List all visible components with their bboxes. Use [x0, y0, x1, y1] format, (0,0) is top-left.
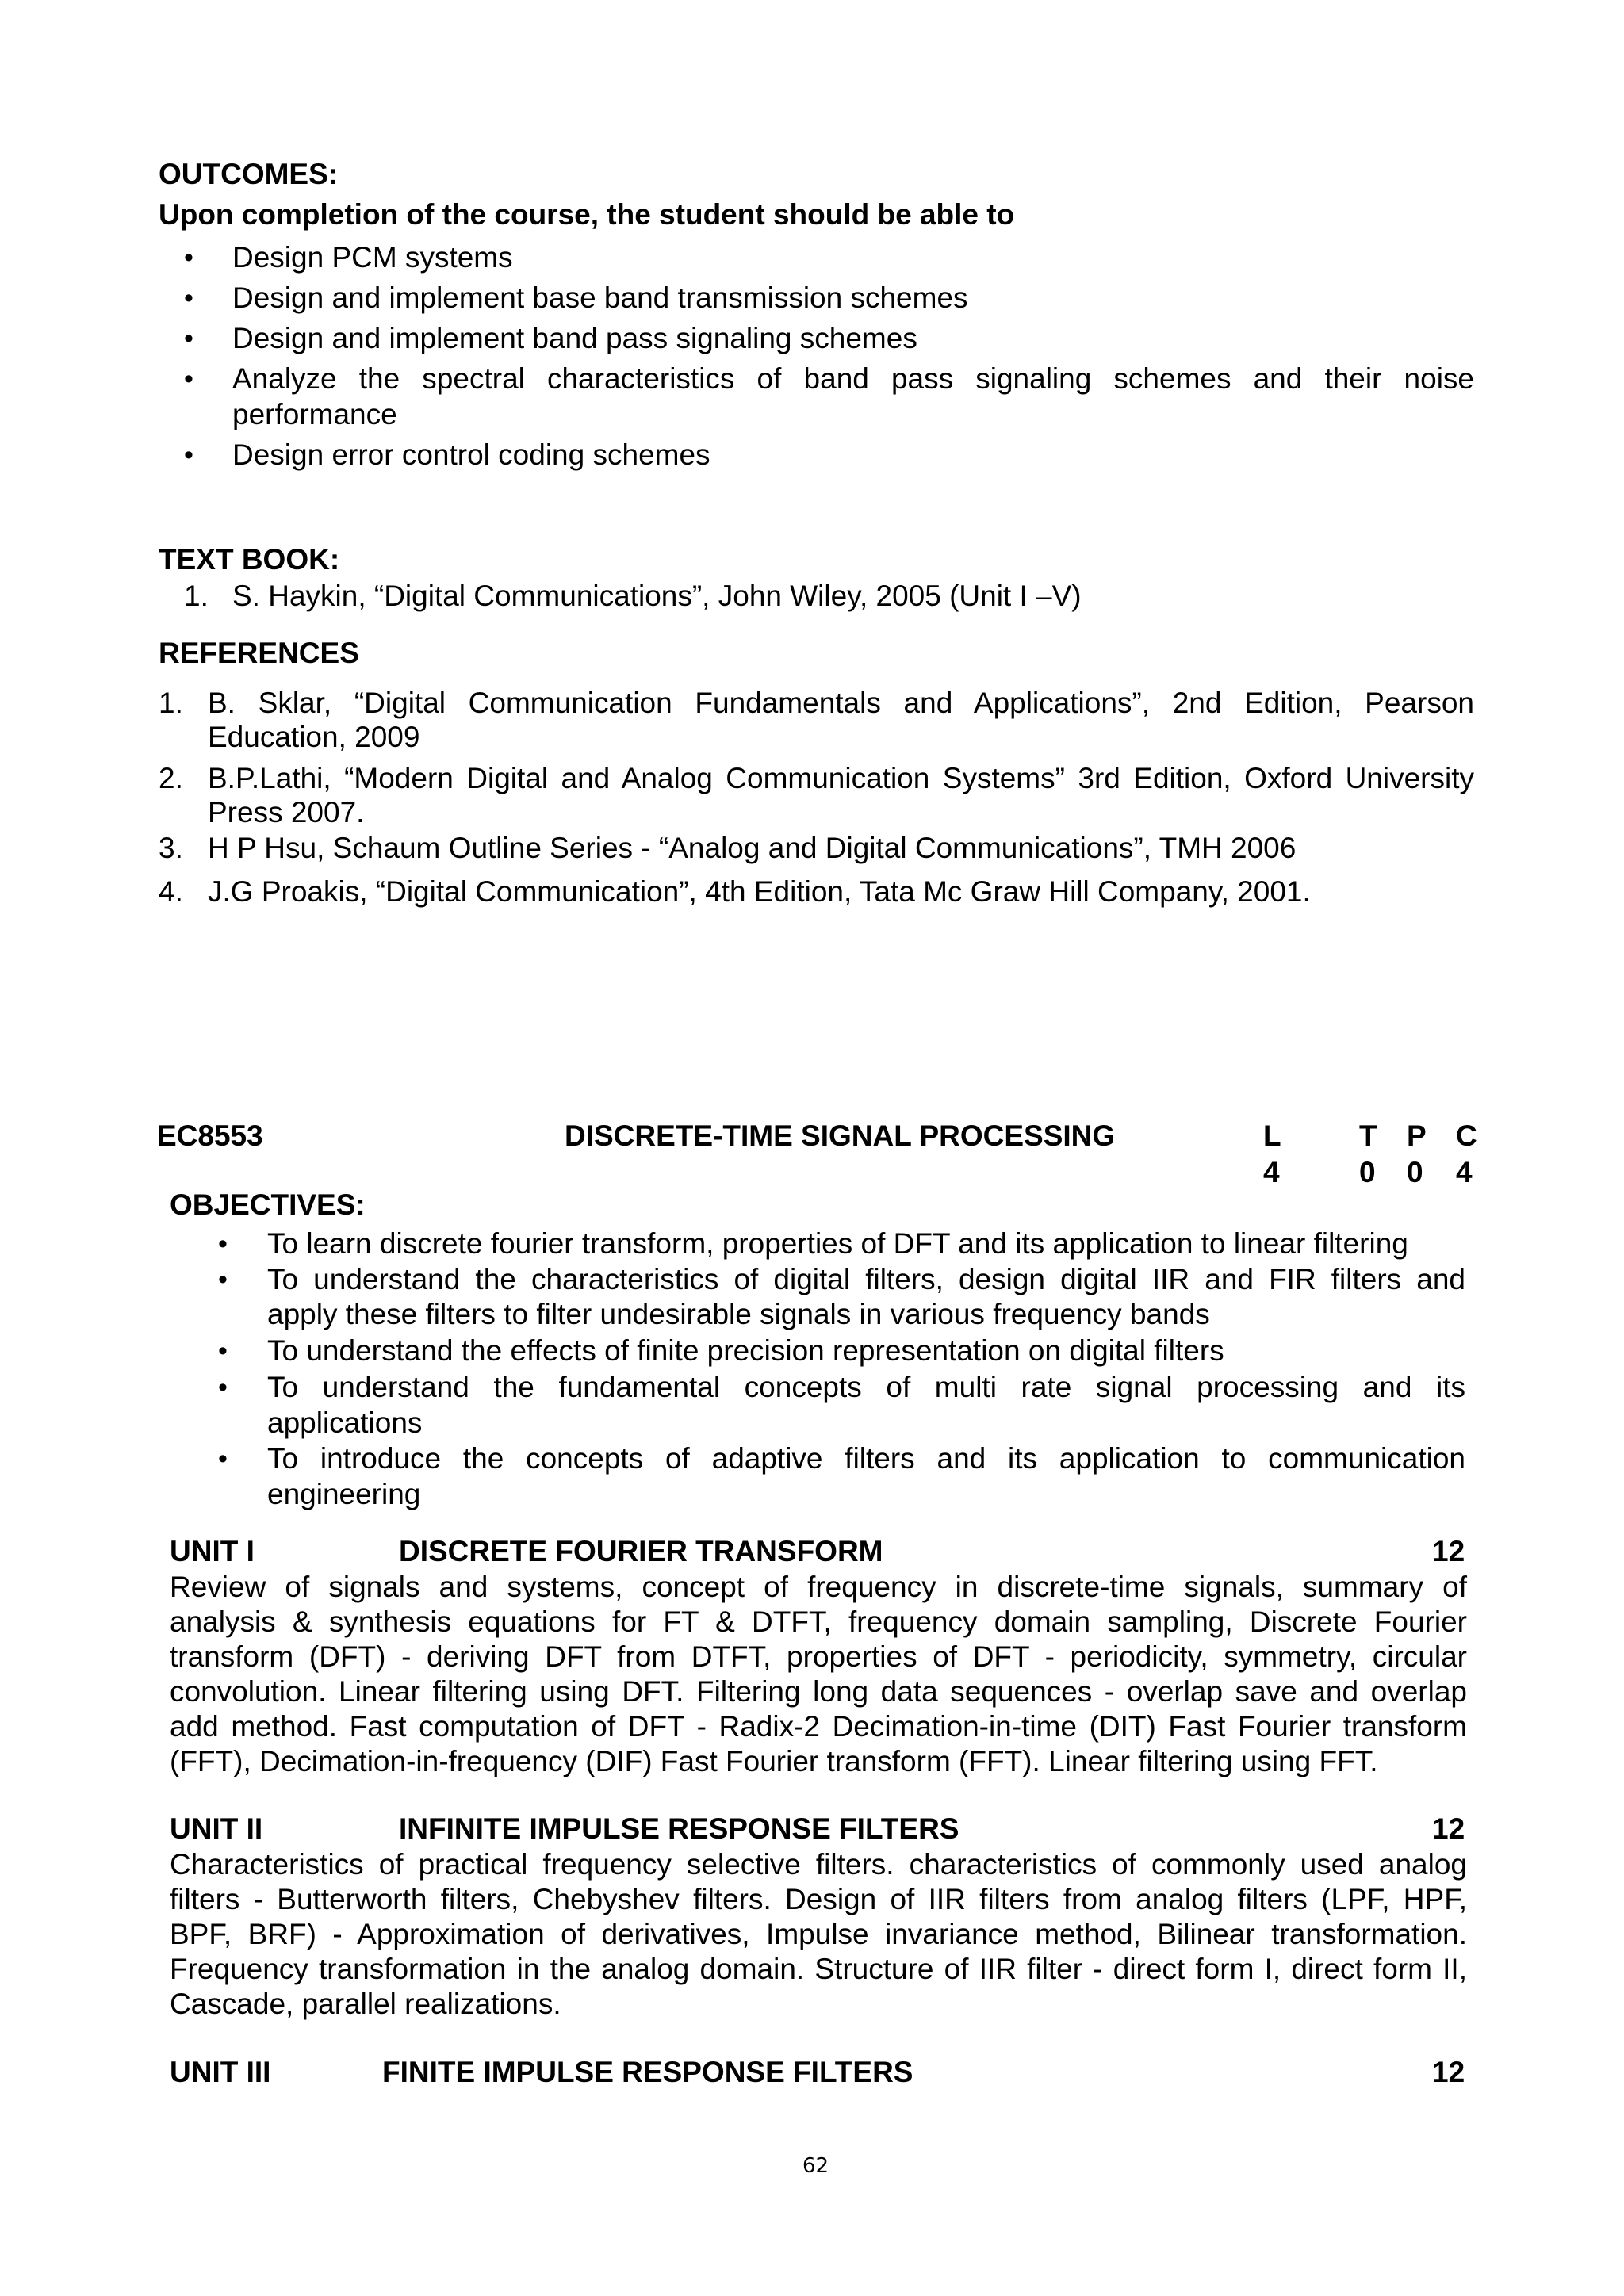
textbook-heading: TEXT BOOK:: [159, 543, 340, 576]
bullet-icon: •: [184, 364, 193, 394]
outcomes-intro: Upon completion of the course, the student should be able to: [159, 198, 1015, 231]
bullet-icon: •: [184, 243, 193, 273]
unit-title: INFINITE IMPULSE RESPONSE FILTERS: [399, 1812, 959, 1845]
unit-label: UNIT III: [170, 2056, 271, 2088]
outcome-item: Design error control coding schemes: [232, 438, 710, 471]
course-code: EC8553: [157, 1119, 263, 1152]
references-heading: REFERENCES: [159, 637, 359, 669]
textbook-entry: S. Haykin, “Digital Communications”, John Wiley, 2005 (Unit I –V): [232, 580, 1082, 612]
unit-description-line: transform (DFT) - deriving DFT from DTFT, properties of DFT - periodicity, symmetry, circular: [170, 1640, 1467, 1673]
outcome-item-continued: performance: [232, 398, 397, 430]
unit-description-line: convolution. Linear filtering using DFT. Filtering long data sequences - overlap save and overlap: [170, 1675, 1467, 1708]
reference-entry: J.G Proakis, “Digital Communication”, 4th Edition, Tata Mc Graw Hill Company, 2001.: [208, 875, 1311, 908]
reference-entry: H P Hsu, Schaum Outline Series - “Analog and Digital Communications”, TMH 2006: [208, 832, 1297, 864]
page-number: 62: [802, 2154, 829, 2178]
ltpc-value-l: 4: [1263, 1156, 1280, 1188]
bullet-icon: •: [218, 1444, 228, 1474]
unit-title: DISCRETE FOURIER TRANSFORM: [399, 1535, 883, 1567]
objective-item-continued: applications: [267, 1406, 423, 1439]
bullet-icon: •: [184, 440, 193, 470]
unit-hours: 12: [1432, 1812, 1465, 1845]
bullet-icon: •: [218, 1336, 228, 1366]
outcomes-heading: OUTCOMES:: [159, 158, 339, 190]
objective-item-continued: apply these filters to filter undesirable signals in various frequency bands: [267, 1298, 1210, 1330]
course-title: DISCRETE-TIME SIGNAL PROCESSING: [565, 1119, 1116, 1152]
bullet-icon: •: [184, 283, 193, 313]
unit-hours: 12: [1432, 1535, 1465, 1567]
unit-description-line: (FFT), Decimation-in-frequency (DIF) Fast Fourier transform (FFT). Linear filtering using FFT.: [170, 1745, 1378, 1777]
reference-number: 4.: [159, 875, 183, 908]
bullet-icon: •: [184, 323, 193, 354]
objective-item: To understand the characteristics of digital filters, design digital IIR and FIR filters and: [267, 1263, 1465, 1295]
objective-item-continued: engineering: [267, 1478, 421, 1510]
reference-entry-continued: Education, 2009: [208, 721, 420, 753]
ltpc-value-p: 0: [1407, 1156, 1423, 1188]
objective-item: To learn discrete fourier transform, properties of DFT and its application to linear filtering: [267, 1227, 1408, 1260]
unit-title: FINITE IMPULSE RESPONSE FILTERS: [382, 2056, 914, 2088]
ltpc-label-p: P: [1407, 1119, 1427, 1152]
bullet-icon: •: [218, 1229, 228, 1259]
objective-item: To understand the fundamental concepts of multi rate signal processing and its: [267, 1371, 1465, 1403]
reference-entry-continued: Press 2007.: [208, 796, 365, 828]
unit-label: UNIT I: [170, 1535, 255, 1567]
outcome-item: Design and implement band pass signaling schemes: [232, 322, 917, 354]
reference-entry: B.P.Lathi, “Modern Digital and Analog Communication Systems” 3rd Edition, Oxford University: [208, 762, 1474, 794]
unit-label: UNIT II: [170, 1812, 263, 1845]
ltpc-label-t: T: [1359, 1119, 1377, 1152]
outcome-item: Analyze the spectral characteristics of band pass signaling schemes and their noise: [232, 362, 1474, 395]
textbook-number: 1.: [184, 580, 209, 612]
bullet-icon: •: [218, 1265, 228, 1295]
bullet-icon: •: [218, 1372, 228, 1402]
unit-description-line: Frequency transformation in the analog domain. Structure of IIR filter - direct form I, direct form II,: [170, 1953, 1467, 1985]
unit-description-line: BPF, BRF) - Approximation of derivatives, Impulse invariance method, Bilinear transformation.: [170, 1918, 1467, 1950]
reference-number: 1.: [159, 687, 183, 719]
unit-description-line: Cascade, parallel realizations.: [170, 1988, 561, 2020]
unit-description-line: add method. Fast computation of DFT - Radix-2 Decimation-in-time (DIT) Fast Fourier transform: [170, 1710, 1467, 1743]
reference-entry: B. Sklar, “Digital Communication Fundamentals and Applications”, 2nd Edition, Pearson: [208, 687, 1474, 719]
unit-hours: 12: [1432, 2056, 1465, 2088]
reference-number: 3.: [159, 832, 183, 864]
objectives-heading: OBJECTIVES:: [170, 1188, 366, 1221]
ltpc-label-l: L: [1263, 1119, 1281, 1152]
outcome-item: Design PCM systems: [232, 241, 513, 274]
objective-item: To understand the effects of finite precision representation on digital filters: [267, 1334, 1224, 1367]
unit-description-line: filters - Butterworth filters, Chebyshev filters. Design of IIR filters from analog filters (LPF, HPF,: [170, 1883, 1467, 1915]
unit-description-line: analysis & synthesis equations for FT & DTFT, frequency domain sampling, Discrete Fourier: [170, 1605, 1467, 1638]
objective-item: To introduce the concepts of adaptive filters and its application to communication: [267, 1442, 1465, 1475]
ltpc-value-t: 0: [1359, 1156, 1376, 1188]
reference-number: 2.: [159, 762, 183, 794]
ltpc-label-c: C: [1456, 1119, 1477, 1152]
unit-description-line: Review of signals and systems, concept of frequency in discrete-time signals, summary of: [170, 1571, 1467, 1603]
outcome-item: Design and implement base band transmission schemes: [232, 281, 968, 314]
ltpc-value-c: 4: [1456, 1156, 1473, 1188]
unit-description-line: Characteristics of practical frequency selective filters. characteristics of commonly used analog: [170, 1848, 1467, 1881]
